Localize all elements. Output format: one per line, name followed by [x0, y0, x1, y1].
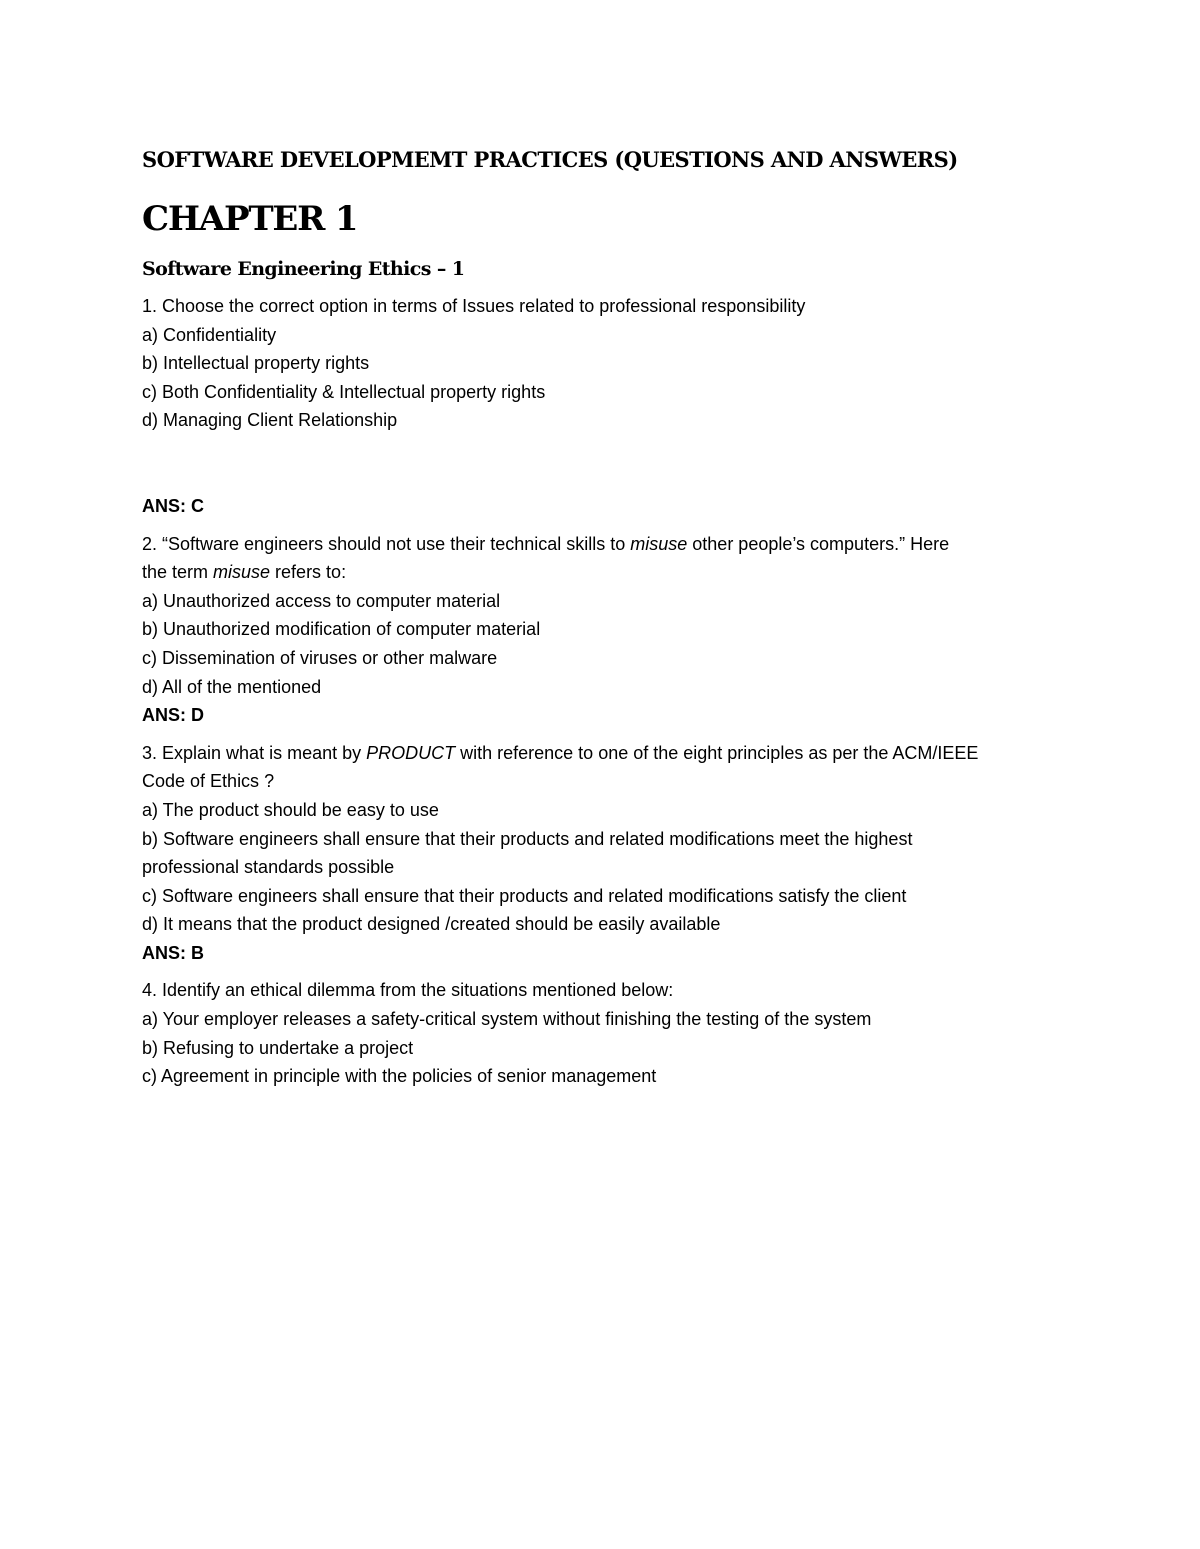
question-text: 4. Identify an ethical dilemma from the situations mentioned below:	[142, 980, 674, 1001]
option-d: d) All of the mentioned	[142, 676, 322, 697]
option-b: b) Refusing to undertake a project	[142, 1037, 414, 1058]
question-text-part: 2. “Software engineers should not use their technical skills to	[142, 533, 631, 554]
option-c: c) Dissemination of viruses or other malware	[142, 647, 498, 668]
chapter-heading: CHAPTER 1	[142, 199, 358, 239]
question-text-part: other people’s computers.” Here	[687, 533, 950, 554]
section-heading: Software Engineering Ethics – 1	[142, 258, 465, 280]
option-b: b) Intellectual property rights	[142, 353, 370, 374]
question-1	[142, 292, 1092, 521]
document-content	[142, 140, 1092, 1091]
option-a: a) Unauthorized access to computer material	[142, 590, 501, 611]
option-d: d) Managing Client Relationship	[142, 410, 398, 431]
option-b: b) Unauthorized modification of computer material	[142, 619, 541, 640]
option-a: a) Your employer releases a safety-critical system without finishing the testing of the system	[142, 1009, 872, 1030]
question-2	[142, 530, 1092, 730]
question-4	[142, 976, 1092, 1090]
answer: ANS: D	[142, 705, 204, 726]
question-3	[142, 739, 1092, 968]
option-d: d) It means that the product designed /created should be easily available	[142, 914, 721, 935]
question-text-continued	[142, 558, 1092, 587]
option-c: c) Both Confidentiality & Intellectual property rights	[142, 381, 546, 402]
question-text	[142, 530, 1092, 559]
question-text-part: the term	[142, 562, 214, 583]
document-title: SOFTWARE DEVELOPMEMT PRACTICES (QUESTIONS AND ANSWERS)	[142, 147, 958, 172]
answer: ANS: C	[142, 495, 204, 516]
option-b-continued: professional standards possible	[142, 857, 395, 878]
question-text: 1. Choose the correct option in terms of Issues related to professional responsibility	[142, 296, 806, 316]
question-text-part: refers to:	[270, 562, 347, 583]
emphasis-term: misuse	[213, 562, 271, 583]
option-b: b) Software engineers shall ensure that their products and related modifications meet the highest	[142, 828, 913, 849]
question-text-part: 3. Explain what is meant by	[142, 742, 367, 763]
option-c: c) Agreement in principle with the policies of senior management	[142, 1066, 657, 1087]
option-a: a) The product should be easy to use	[142, 799, 439, 820]
question-text	[142, 739, 1092, 768]
question-text-continued: Code of Ethics ?	[142, 771, 275, 792]
option-a: a) Confidentiality	[142, 324, 277, 345]
emphasis-term: PRODUCT	[366, 742, 456, 763]
option-c: c) Software engineers shall ensure that their products and related modifications satisfy the client	[142, 885, 907, 906]
answer: ANS: B	[142, 942, 204, 963]
question-text-part: with reference to one of the eight principles as per the ACM/IEEE	[455, 742, 979, 763]
emphasis-term: misuse	[630, 533, 688, 554]
